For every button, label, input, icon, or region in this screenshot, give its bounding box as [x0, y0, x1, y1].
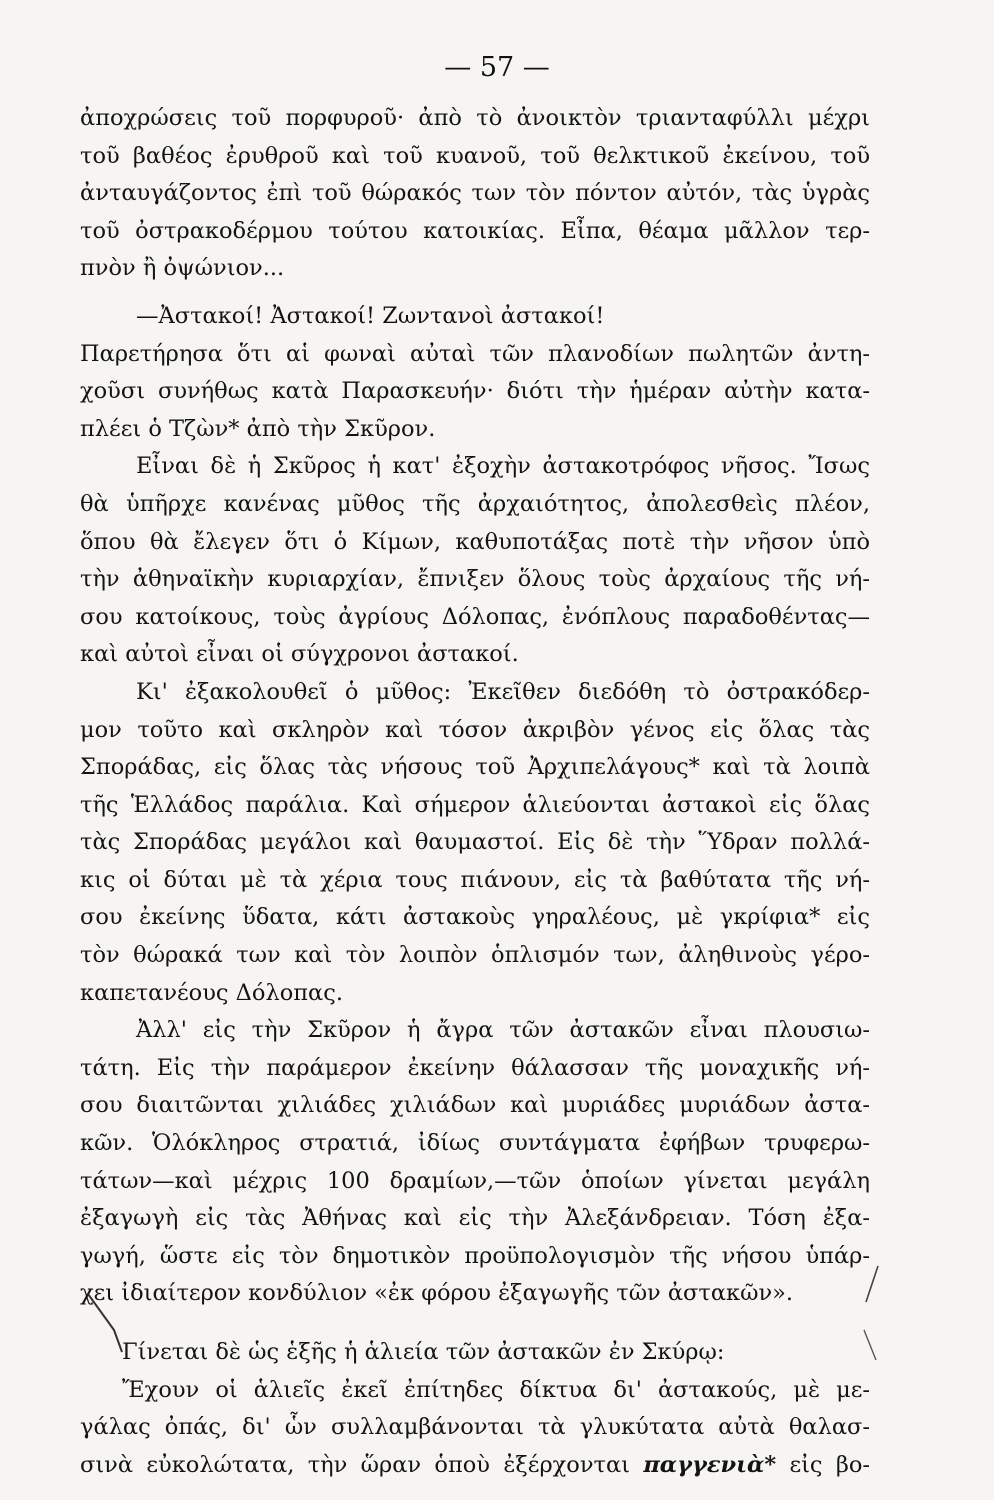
text-line: τὴν ἀθηναϊκὴν κυριαρχίαν, ἔπνιξεν ὅλους τοὺς ἀρχαίους τῆς νή-: [80, 566, 870, 593]
text-line: —Ἀστακοί! Ἀστακοί! Ζωντανοὶ ἀστακοί!: [136, 302, 605, 329]
text-line: ἐξαγωγὴ εἰς τὰς Ἀθήνας καὶ εἰς τὴν Ἀλεξάνδρειαν. Τόση ἐξα-: [80, 1205, 870, 1232]
text-line-final: [80, 1447, 870, 1485]
text-line: μον τοῦτο καὶ σκληρὸν καὶ τόσον ἀκριβὸν γένος εἰς ὅλας τὰς: [80, 716, 870, 743]
text-line: τάτη. Εἰς τὴν παράμερον ἐκείνην θάλασσαν τῆς μοναχικῆς νή-: [80, 1054, 870, 1081]
text-line: Γίνεται δὲ ὡς ἑξῆς ἡ ἁλιεία τῶν ἀστακῶν ἐν Σκύρῳ:: [122, 1339, 725, 1365]
text-line: ὅπου θὰ ἔλεγεν ὅτι ὁ Κίμων, καθυποτάξας ποτὲ τὴν νῆσον ὑπὸ: [80, 528, 870, 555]
body-text: [80, 100, 870, 1484]
text-line: Εἶναι δὲ ἡ Σκῦρος ἡ κατ' ἐξοχὴν ἀστακοτρόφος νῆσος. Ἴσως: [136, 453, 870, 480]
text-line: πλέει ὁ Τζὼν* ἀπὸ τὴν Σκῦρον.: [80, 415, 436, 442]
pencil-mark-icon: [84, 1290, 134, 1360]
text-line: χοῦσι συνήθως κατὰ Παρασκευήν· διότι τὴν ἡμέραν αὐτὴν κατα-: [80, 378, 870, 405]
text-line: ἀποχρώσεις τοῦ πορφυροῦ· ἀπὸ τὸ ἀνοικτὸν τριανταφύλλι μέχρι: [80, 105, 870, 131]
text-line: σου κατοίκους, τοὺς ἀγρίους Δόλοπας, ἐνόπλους παραδοθέντας—: [80, 603, 870, 630]
text-line: τὰς Σποράδας μεγάλοι καὶ θαυμαστοί. Εἰς δὲ τὴν Ὕδραν πολλά-: [80, 829, 870, 856]
paragraph-gap: [80, 1313, 870, 1334]
text-line: θὰ ὑπῆρχε κανένας μῦθος τῆς ἀρχαιότητος, ἀπολεσθεὶς πλέον,: [80, 490, 870, 517]
text-line: τοῦ βαθέος ἐρυθροῦ καὶ τοῦ κυανοῦ, τοῦ θελκτικοῦ ἐκείνου, τοῦ: [80, 142, 870, 169]
text-line: σου ἐκείνης ὕδατα, κάτι ἀστακοὺς γηραλέους, μὲ γκρίφια* εἰς: [80, 904, 870, 931]
text-line: τῆς Ἑλλάδος παράλια. Καὶ σήμερον ἁλιεύονται ἀστακοὶ εἰς ὅλας: [80, 791, 870, 818]
final-line-tail: εἰς βο-: [789, 1451, 871, 1478]
text-line: γάλας ὀπάς, δι' ὧν συλλαμβάνονται τὰ γλυκύτατα αὐτὰ θαλασ-: [80, 1414, 870, 1441]
emphasized-word: παγγενιὰ*: [643, 1451, 777, 1478]
pencil-mark-icon: [858, 1326, 888, 1366]
text-line: κῶν. Ὁλόκληρος στρατιά, ἰδίως συντάγματα ἐφήβων τρυφερω-: [80, 1130, 870, 1157]
text-line: Σποράδας, εἰς ὅλας τὰς νήσους τοῦ Ἀρχιπελάγους* καὶ τὰ λοιπὰ: [80, 754, 870, 781]
text-line: τὸν θώρακά των καὶ τὸν λοιπὸν ὁπλισμόν των, ἀληθινοὺς γέρο-: [80, 942, 870, 969]
text-line: καὶ αὐτοὶ εἶναι οἱ σύγχρονοι ἀστακοί.: [80, 641, 519, 668]
text-line: τοῦ ὀστρακοδέρμου τούτου κατοικίας. Εἶπα, θέαμα μᾶλλον τερ-: [80, 217, 870, 244]
text-line: κις οἱ δύται μὲ τὰ χέρια τους πιάνουν, εἰς τὰ βαθύτατα τῆς νή-: [80, 866, 870, 893]
text-line: ἀνταυγάζοντος ἐπὶ τοῦ θώρακός των τὸν πόντον αὐτόν, τὰς ὑγρὰς: [80, 180, 870, 207]
paragraph-gap: [80, 288, 870, 298]
text-line: Κι' ἐξακολουθεῖ ὁ μῦθος: Ἐκεῖθεν διεδόθη τὸ ὀστρακόδερ-: [136, 678, 870, 705]
final-line-text: σινὰ εὐκολώτατα, τὴν ὥραν ὁποὺ ἐξέρχονται: [80, 1451, 630, 1478]
text-line: Ἔχουν οἱ ἁλιεῖς ἐκεῖ ἐπίτηδες δίκτυα δι' ἀστακούς, μὲ με-: [122, 1376, 870, 1403]
text-line: γωγή, ὥστε εἰς τὸν δημοτικὸν προϋπολογισμὸν τῆς νήσου ὑπάρ-: [80, 1242, 870, 1269]
text-line: σου διαιτῶνται χιλιάδες χιλιάδων καὶ μυριάδες μυριάδων ἀστα-: [80, 1092, 870, 1119]
text-line: καπετανέους Δόλοπας.: [80, 979, 343, 1006]
text-line: Ἀλλ' εἰς τὴν Σκῦρον ἡ ἄγρα τῶν ἀστακῶν εἶναι πλουσιω-: [136, 1017, 870, 1044]
text-line: χει ἰδιαίτερον κονδύλιον «ἐκ φόρου ἐξαγωγῆς τῶν ἀστακῶν».: [80, 1280, 794, 1307]
page-number: — 57 —: [444, 52, 550, 83]
text-line: Παρετήρησα ὅτι αἱ φωναὶ αὐταὶ τῶν πλανοδίων πωλητῶν ἀντη-: [80, 340, 870, 367]
text-line: πνὸν ἢ ὀψώνιον...: [80, 255, 285, 282]
pencil-mark-icon: [856, 1262, 886, 1308]
text-line: τάτων—καὶ μέχρις 100 δραμίων,—τῶν ὁποίων γίνεται μεγάλη: [80, 1167, 870, 1194]
